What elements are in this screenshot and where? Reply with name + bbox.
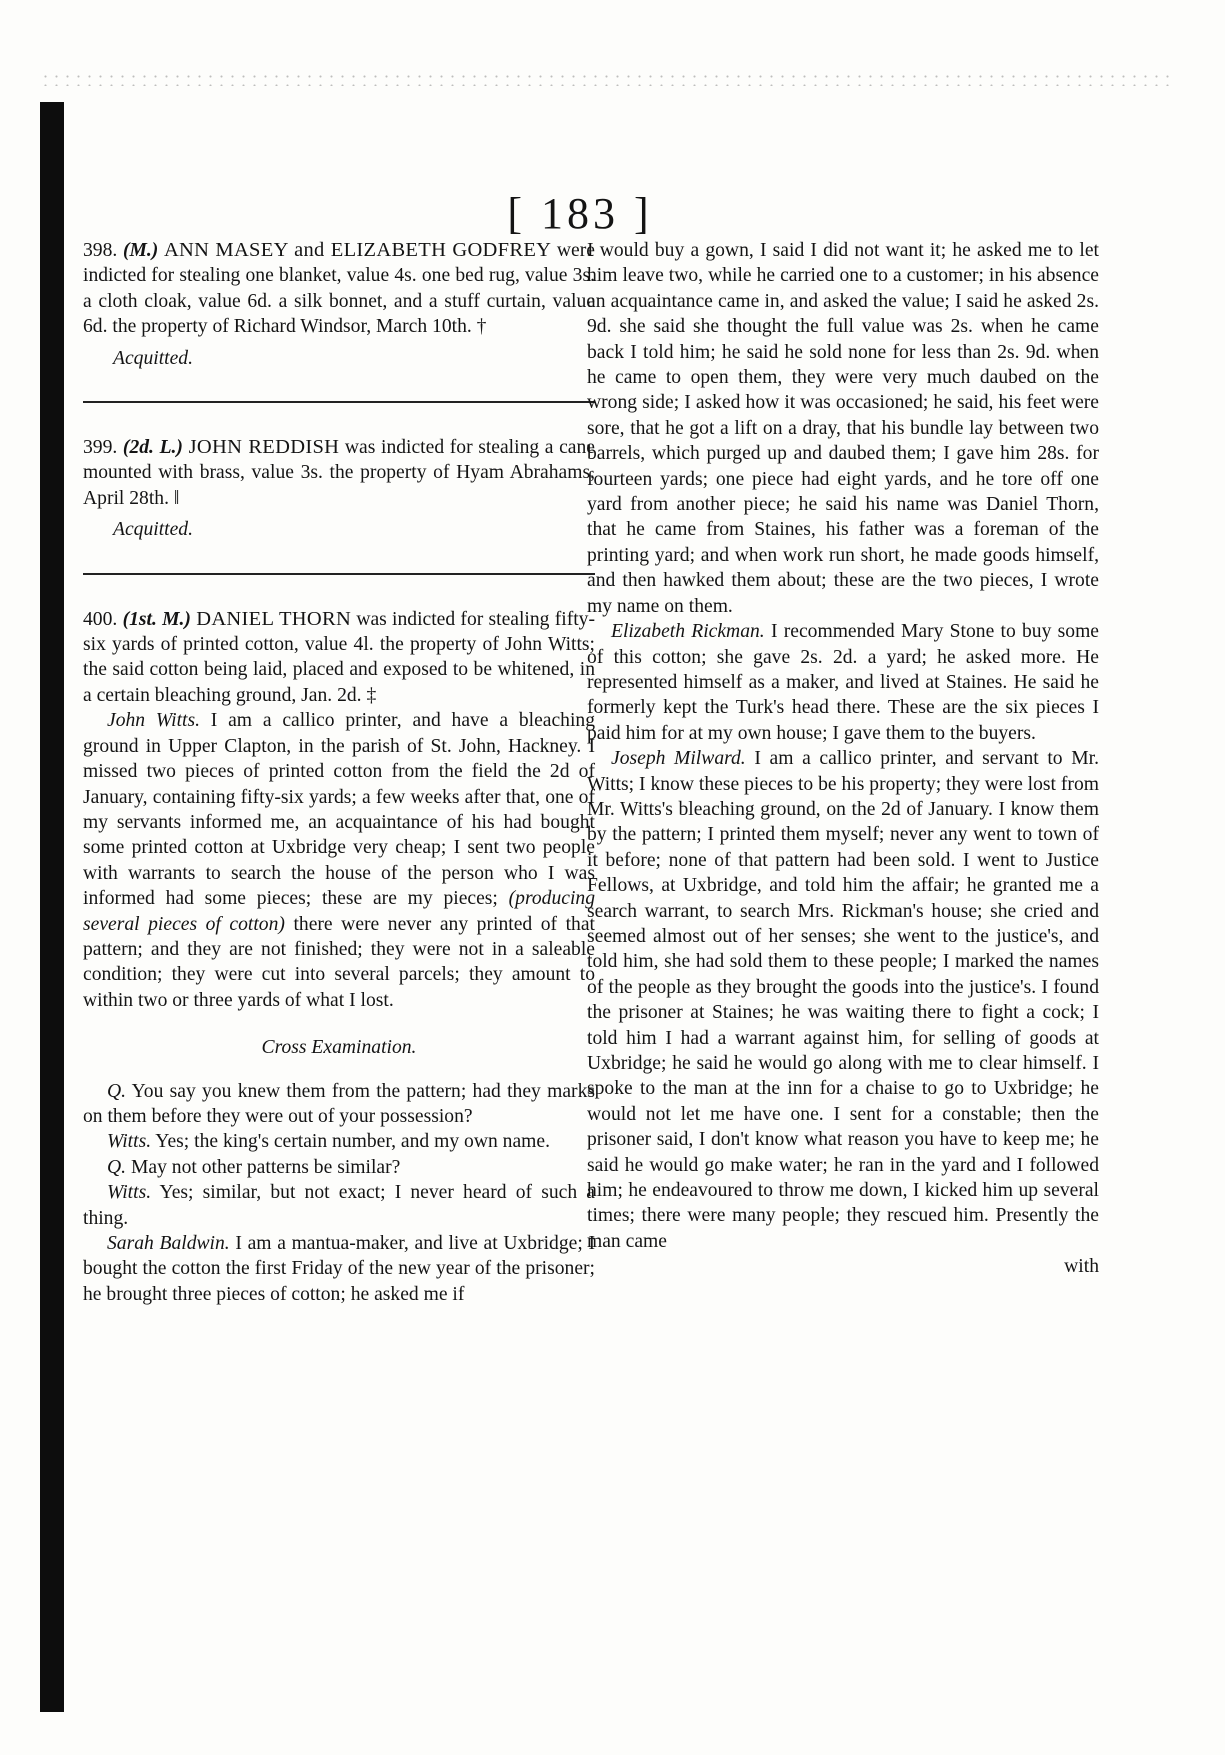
speaker-name: Joseph Milward.	[611, 748, 746, 770]
testimony-baldwin	[83, 1231, 595, 1307]
case-399	[83, 435, 595, 511]
testimony-text: I am a callico printer, and servant to Mr. Witts; I know these pieces to be his property; they were lost from Mr. Witts's bleaching ground, on the 2d of January. I know them by the pattern; I printed them myself; never any went to town of it before; none of that pattern had been sold. I went to Justice Fellows, at Uxbridge, and told him the affair; he granted me a search warrant, to search Mrs. Rickman's house; she cried and seemed almost out of her senses; she went to the justice's, and told him, she had sold them to these people; I marked the names of the people as they brought the goods into the justice's. I found the prisoner at Staines; he was waiting there to fight a cock; I told him I had a warrant against him, for selling of goods at Uxbridge; he said he would go along with me to clear himself. I spoke to the man at the inn for a chaise to go to Uxbridge; he would not let me have one. I sent for a constable; then the prisoner said, I don't know what reason you have to keep me; he said he would go make water; he ran in the yard and I followed him; he endeavoured to throw me down, I kicked him up several times; there were many people; they rescued him. Presently the man came	[587, 748, 1099, 1252]
testimony-text: I recommended Mary Stone to buy some of this cotton; she gave 2s. 2d. a yard; he asked more. He represented himself as a maker, and lived at Staines. He said he formerly kept the Turk's head there. These are the six pieces I paid him for at my own house; I gave them to the buyers.	[587, 621, 1100, 744]
speaker-name: Q.	[107, 1080, 127, 1102]
testimony-rickman	[587, 619, 1099, 746]
right-column	[587, 238, 1099, 1280]
case-400	[83, 607, 595, 709]
case-number: 400.	[83, 608, 118, 630]
testimony-text: there were never any printed of that pattern; and they are not finished; they were not in a saleable condition; they were cut into several parcels; they amount to within two or three yards of what I lost.	[83, 913, 595, 1011]
speaker-name: John Witts.	[107, 710, 200, 732]
speaker-name: Witts.	[107, 1182, 152, 1204]
defendant-names: ANN MASEY and ELIZABETH GODFREY	[163, 239, 552, 261]
case-number: 398.	[83, 240, 118, 261]
case-398	[83, 238, 595, 340]
question-text: You say you knew them from the pattern; had they marks on them before they were out of your possession?	[83, 1080, 596, 1127]
defendant-names: DANIEL THORN	[196, 607, 352, 630]
case-divider	[83, 401, 595, 403]
question-text: May not other patterns be similar?	[130, 1156, 401, 1178]
answer	[83, 1180, 595, 1231]
speaker-name: Q.	[107, 1156, 127, 1178]
testimony-continued: I would buy a gown, I said I did not want it; he asked me to let him leave two, while he carried one to a customer; in his absence an acquaintance came in, and asked the value; I said he asked 2s. 9d. she said she thought the full value was 2s. when he came back I told him; he said he sold none for less than 2s. 9d. when he came to open them, they were very much daubed on the wrong side; I asked how it was occasioned; he said, his feet were sore, that he got a lift on a dray, that his bundle lay between two barrels, which purged up and daubed them; I gave him 28s. for fourteen yards; one piece had eight yards, and he tore off one yard from another piece; he said his name was Daniel Thorn, that he came from Staines, his father was a foreman of the printing yard; and when work run short, he made goods himself, and then hawked them about; these are the two pieces, I wrote my name on them.	[587, 240, 1099, 617]
testimony-milward	[587, 746, 1099, 1254]
answer	[83, 1129, 595, 1154]
page-number: [ 183 ]	[507, 189, 653, 238]
session-mark: (2d. L.)	[122, 437, 183, 459]
speaker-name: Sarah Baldwin.	[107, 1233, 230, 1254]
catchword: with	[1064, 1256, 1099, 1278]
speaker-name: Elizabeth Rickman.	[611, 621, 765, 643]
answer-text: Yes; the king's certain number, and my own name.	[155, 1131, 551, 1153]
scan-speckle	[40, 72, 1170, 86]
indictment-text: were indicted for stealing one blanket, value 4s. one bed rug, value 3s. a cloth cloak, value 6d. a silk bonnet, and a stuff curtain, value 6d. the property of Richard Windsor, March 10th. †	[83, 240, 595, 338]
session-mark: (1st. M.)	[122, 608, 191, 630]
verdict: Acquitted.	[113, 519, 193, 541]
indictment-text: was indicted for stealing a cane mounted with brass, value 3s. the property of Hyam Abrahams, April 28th. ‖	[83, 437, 595, 509]
section-heading: Cross Examination.	[261, 1037, 417, 1059]
verdict: Acquitted.	[113, 347, 193, 369]
case-number: 399.	[83, 437, 118, 459]
question	[83, 1079, 595, 1130]
case-divider	[83, 573, 595, 575]
left-column	[83, 238, 595, 1307]
binding-edge	[40, 102, 64, 1712]
testimony-text: I am a callico printer, and have a bleaching ground in Upper Clapton, in the parish of St. John, Hackney. I missed two pieces of printed cotton from the field the 2d of January, containing fifty-six yards; a few weeks after that, one of my servants informed me, an acquaintance of his had bought some printed cotton at Uxbridge very cheap; I sent two people with warrants to search the house of the person who I was informed had some pieces; these are my pieces;	[83, 710, 595, 910]
stage-direction: (producing several pieces of cotton)	[83, 888, 595, 935]
session-mark: (M.)	[122, 240, 159, 261]
speaker-name: Witts.	[107, 1131, 152, 1153]
indictment-text: was indicted for stealing fifty-six yards of printed cotton, value 4l. the property of John Witts; the said cotton being laid, placed and exposed to be whitened, in a certain bleaching ground, Jan. 2d. ‡	[83, 608, 595, 706]
defendant-names: JOHN REDDISH	[188, 436, 340, 459]
testimony-witts	[83, 708, 595, 1013]
answer-text: Yes; similar, but not exact; I never heard of such a thing.	[83, 1182, 595, 1229]
question	[83, 1155, 595, 1180]
testimony-text: I am a mantua-maker, and live at Uxbridge; I bought the cotton the first Friday of the new year of the prisoner; he brought three pieces of cotton; he asked me if	[83, 1233, 595, 1305]
